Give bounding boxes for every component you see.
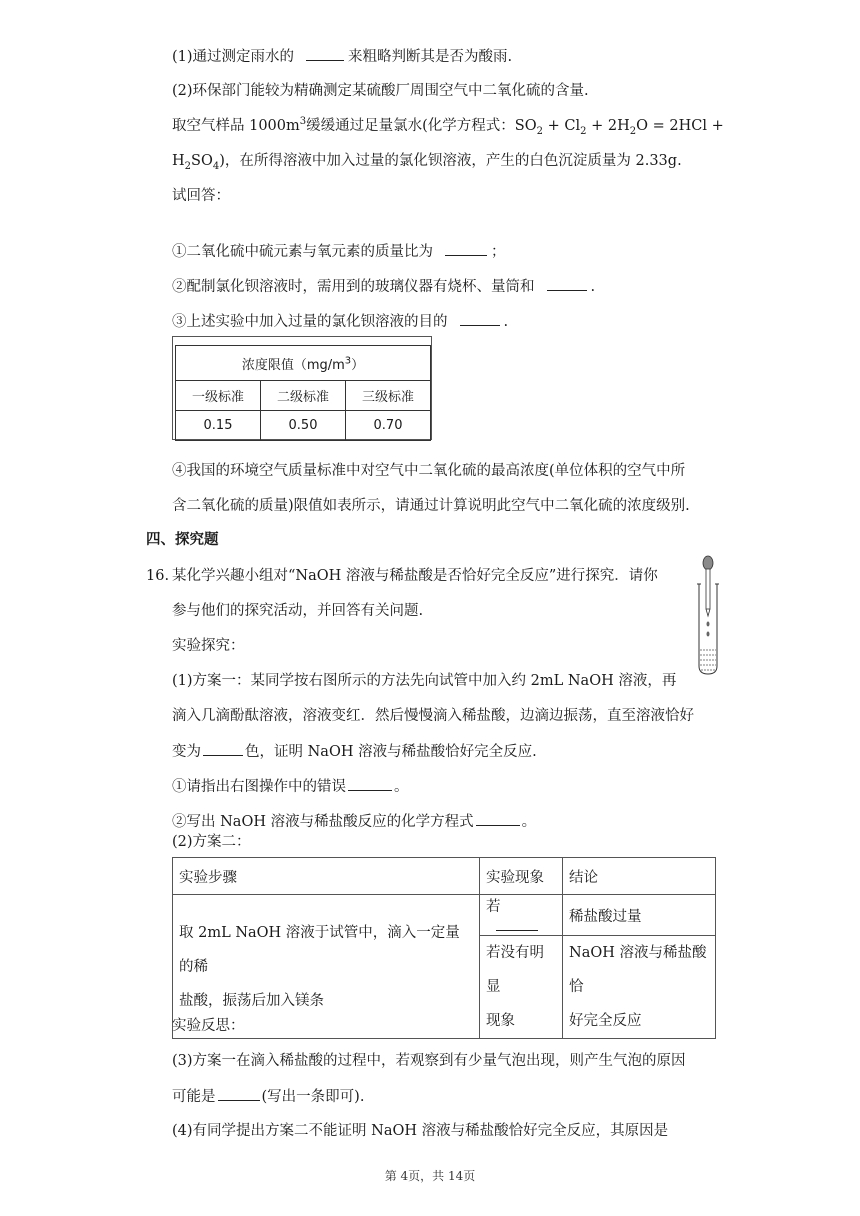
text: 盐酸，振荡后加入镁条 (179, 992, 324, 1009)
q16-sub3-line1: (3)方案一在滴入稀盐酸的过程中，若观察到有少量气泡出现，则产生气泡的原因 (172, 1053, 686, 1069)
conclusion-1: 稀盐酸过量 (563, 895, 716, 936)
text: ； (491, 244, 506, 260)
page-footer: 第 4页，共 14页 (384, 1169, 476, 1183)
q16-sub2 (172, 811, 536, 832)
answer-blank[interactable] (348, 776, 392, 791)
text: ②写出 NaOH 溶液与稀盐酸反应的化学方程式 (172, 814, 474, 830)
reflection-heading: 实验反思： (172, 1018, 245, 1034)
text: 好完全反应 (569, 1013, 642, 1029)
concentration-limit-table (172, 336, 432, 440)
text: NaOH 溶液与稀盐酸恰 (569, 945, 707, 995)
value-level-2: 0.50 (261, 411, 346, 441)
text: H (172, 153, 185, 169)
text: 若没有明显 (486, 945, 544, 995)
q16-sub1 (172, 776, 409, 797)
sub-q-3 (172, 311, 508, 332)
answer-blank[interactable] (476, 811, 520, 826)
text: 取 2mL NaOH 溶液于试管中，滴入一定量的稀 (179, 924, 460, 975)
text: ③上述实验中加入过量的氯化钡溶液的目的 (172, 314, 448, 330)
dropper-test-tube-icon (694, 554, 722, 676)
q16-line3: 实验探究： (172, 638, 245, 654)
sub-q-2 (172, 276, 595, 297)
answer-blank[interactable] (306, 46, 344, 61)
header-phenomenon: 实验现象 (480, 858, 563, 895)
q16-line6 (172, 741, 537, 762)
text: ①请指出右图操作中的错误 (172, 779, 346, 795)
value-level-3: 0.70 (346, 411, 431, 441)
answer-blank[interactable] (203, 741, 243, 756)
text: O = 2HCl + (636, 118, 724, 134)
answer-blank[interactable] (460, 311, 500, 326)
section-heading: 四、探究题 (146, 531, 219, 548)
text: ） (351, 357, 365, 373)
text: 若 (486, 899, 501, 915)
text: + 2H (586, 118, 630, 134)
answer-blank[interactable] (496, 916, 538, 931)
text: 变为 (172, 744, 201, 760)
q16-sub3-line2 (172, 1086, 364, 1107)
text: 。 (521, 814, 537, 830)
answer-blank[interactable] (445, 241, 487, 256)
text: 取空气样品 1000m (172, 118, 300, 134)
q-2-line: (2)环保部门能较为精确测定某硫酸厂周围空气中二氧化硫的含量. (172, 83, 589, 99)
q16-line2: 参与他们的探究活动，并回答有关问题. (172, 603, 424, 619)
header-level-1: 一级标准 (176, 381, 261, 411)
phenomenon-1 (480, 895, 563, 936)
text: SO (191, 153, 213, 169)
answer-blank[interactable] (218, 1086, 260, 1101)
q-1-line (172, 46, 512, 67)
answer-prompt: 试回答： (172, 188, 230, 204)
q16-sub4-line1: (4)有同学提出方案二不能证明 NaOH 溶液与稀盐酸恰好完全反应，其原因是 (172, 1123, 669, 1139)
sup: 3 (344, 355, 352, 367)
q16-line5: 滴入几滴酚酞溶液，溶液变红．然后慢慢滴入稀盐酸，边滴边振荡，直至溶液恰好 (172, 708, 694, 724)
sup: 3 (299, 116, 307, 128)
answer-blank[interactable] (547, 276, 587, 291)
q16-plan2: (2)方案二： (172, 834, 251, 850)
text: 现象 (486, 1013, 515, 1029)
text: ②配制氯化钡溶液时，需用到的玻璃仪器有烧杯、量筒和 (172, 279, 535, 295)
equation-cont-line (172, 151, 682, 171)
sub-q-4-line1: ④我国的环境空气质量标准中对空气中二氧化硫的最高浓度(单位体积的空气中所 (172, 463, 686, 479)
phenomenon-2 (480, 936, 563, 1039)
table-title (176, 346, 431, 381)
sub: 2 (580, 125, 587, 137)
text: . (590, 279, 596, 295)
conclusion-2 (563, 936, 716, 1039)
q16-line4: (1)方案一：某同学按右图所示的方法先向试管中加入约 2mL NaOH 溶液，再 (172, 673, 677, 689)
header-steps: 实验步骤 (173, 858, 480, 895)
header-level-3: 三级标准 (346, 381, 431, 411)
text: (1)通过测定雨水的 (172, 49, 295, 65)
text: 可能是 (172, 1089, 216, 1105)
value-level-1: 0.15 (176, 411, 261, 441)
text: + Cl (543, 118, 581, 134)
sub: 2 (536, 125, 543, 137)
text: 缓缓通过足量氯水(化学方程式：SO (306, 118, 537, 134)
sub-q-1 (172, 241, 506, 262)
q16-line1: 某化学兴趣小组对“NaOH 溶液与稀盐酸是否恰好完全反应”进行探究．请你 (172, 568, 658, 584)
question-number: 16. (146, 568, 170, 584)
text: 浓度限值（mg/m (241, 357, 345, 373)
sub: 2 (184, 160, 192, 172)
header-conclusion: 结论 (563, 858, 716, 895)
sub-q-4-line2: 含二氧化硫的质量)限值如表所示，请通过计算说明此空气中二氧化硫的浓度级别. (172, 498, 690, 514)
text: ①二氧化硫中硫元素与氧元素的质量比为 (172, 244, 433, 260)
sub: 2 (629, 125, 637, 137)
text: )，在所得溶液中加入过量的氯化钡溶液，产生的白色沉淀质量为 2.33g. (219, 153, 682, 169)
sample-line (172, 116, 724, 136)
text: . (503, 314, 509, 330)
text: 来粗略判断其是否为酸雨. (348, 49, 513, 65)
text: (写出一条即可). (261, 1089, 365, 1105)
sub: 4 (212, 160, 220, 172)
header-level-2: 二级标准 (261, 381, 346, 411)
text: 。 (394, 779, 409, 795)
plan-two-table (172, 857, 716, 1039)
text: 色，证明 NaOH 溶液与稀盐酸恰好完全反应. (245, 744, 537, 760)
